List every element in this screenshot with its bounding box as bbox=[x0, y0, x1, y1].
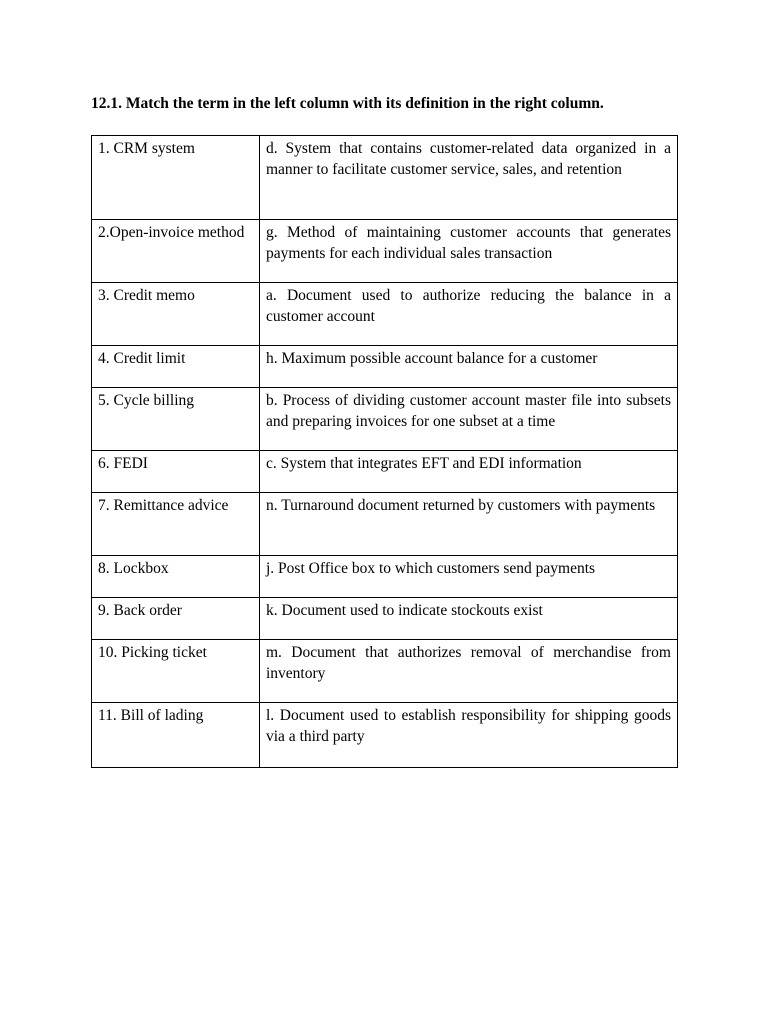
table-row bbox=[92, 703, 678, 768]
term-cell: 2.Open-invoice method bbox=[92, 220, 260, 283]
definition-cell: c. System that integrates EFT and EDI information bbox=[260, 451, 678, 493]
term-cell: 11. Bill of lading bbox=[92, 703, 260, 768]
table-row bbox=[92, 640, 678, 703]
table-row bbox=[92, 388, 678, 451]
table-row bbox=[92, 451, 678, 493]
term-cell: 6. FEDI bbox=[92, 451, 260, 493]
definition-cell: j. Post Office box to which customers send payments bbox=[260, 556, 678, 598]
table-row bbox=[92, 493, 678, 556]
term-cell: 5. Cycle billing bbox=[92, 388, 260, 451]
table-row bbox=[92, 598, 678, 640]
table-row bbox=[92, 556, 678, 598]
exercise-heading: 12.1. Match the term in the left column with its definition in the right column. bbox=[91, 95, 604, 112]
definition-cell: m. Document that authorizes removal of merchandise from inventory bbox=[260, 640, 678, 703]
definition-cell: h. Maximum possible account balance for a customer bbox=[260, 346, 678, 388]
term-cell: 3. Credit memo bbox=[92, 283, 260, 346]
definition-cell: k. Document used to indicate stockouts exist bbox=[260, 598, 678, 640]
term-cell: 4. Credit limit bbox=[92, 346, 260, 388]
definition-cell: a. Document used to authorize reducing the balance in a customer account bbox=[260, 283, 678, 346]
definition-cell: g. Method of maintaining customer accounts that generates payments for each individual sales transaction bbox=[260, 220, 678, 283]
matching-table bbox=[91, 135, 678, 768]
definition-cell: d. System that contains customer-related data organized in a manner to facilitate customer service, sales, and retention bbox=[260, 136, 678, 220]
table-row bbox=[92, 136, 678, 220]
table-row bbox=[92, 283, 678, 346]
term-cell: 8. Lockbox bbox=[92, 556, 260, 598]
table-row bbox=[92, 346, 678, 388]
term-cell: 1. CRM system bbox=[92, 136, 260, 220]
term-cell: 10. Picking ticket bbox=[92, 640, 260, 703]
term-cell: 7. Remittance advice bbox=[92, 493, 260, 556]
table-row bbox=[92, 220, 678, 283]
definition-cell: b. Process of dividing customer account master file into subsets and preparing invoices for one subset at a time bbox=[260, 388, 678, 451]
term-cell: 9. Back order bbox=[92, 598, 260, 640]
definition-cell: l. Document used to establish responsibility for shipping goods via a third party bbox=[260, 703, 678, 768]
definition-cell: n. Turnaround document returned by customers with payments bbox=[260, 493, 678, 556]
